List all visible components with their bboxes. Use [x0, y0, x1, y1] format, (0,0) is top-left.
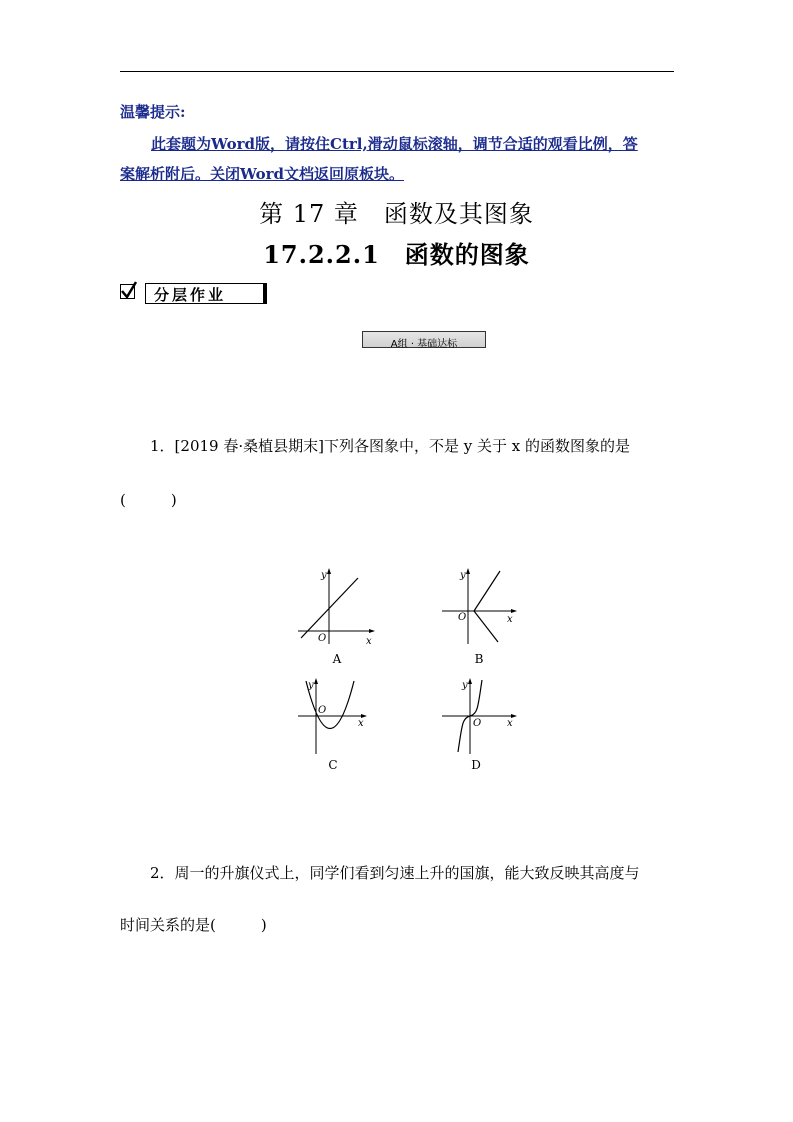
question-2-text-continued: 时间关系的是( )	[120, 916, 267, 934]
graph-c-label: C	[328, 758, 338, 772]
layer-heading-label: 分层作业	[154, 286, 227, 304]
graph-a	[296, 566, 376, 646]
chapter-title: 第 17 章 函数及其图象	[259, 200, 534, 228]
graph-b-x-label: x	[507, 614, 513, 625]
graph-a-origin: O	[318, 633, 327, 644]
layer-heading	[145, 283, 267, 304]
group-banner-label: A组 · 基础达标	[390, 339, 458, 350]
question-2-text: 2．周一的升旗仪式上，同学们看到匀速上升的国旗，能大致反映其高度与	[150, 864, 640, 882]
graph-b-label: B	[474, 652, 484, 666]
graph-c-y-label: y	[308, 680, 314, 691]
graph-d	[440, 676, 520, 756]
graph-d-y-label: y	[462, 680, 468, 691]
question-1-answer-blank: ( )	[120, 491, 177, 509]
graph-d-x-label: x	[507, 718, 513, 729]
group-banner	[362, 331, 486, 348]
graph-d-label: D	[471, 758, 481, 772]
tip-line-2[interactable]: 案解析附后。关闭Word文档返回原板块。	[120, 165, 405, 183]
graph-c	[296, 676, 376, 756]
graph-a-label: A	[332, 652, 342, 666]
header-rule	[120, 71, 674, 72]
question-1-text: 1．[2019 春·桑植县期末]下列各图象中，不是 y 关于 x 的函数图象的是	[150, 437, 630, 455]
graph-b	[440, 566, 520, 646]
section-title: 17.2.2.1 函数的图象	[263, 240, 530, 269]
graph-a-y-label: y	[321, 570, 327, 581]
graph-c-origin: O	[318, 705, 327, 716]
tip-title: 温馨提示:	[120, 103, 186, 121]
graph-c-x-label: x	[358, 718, 364, 729]
graph-b-origin: O	[458, 612, 467, 623]
graph-d-origin: O	[473, 718, 482, 729]
checkmark-icon	[120, 284, 135, 299]
tip-line-1[interactable]: 此套题为Word版，请按住Ctrl,滑动鼠标滚轴，调节合适的观看比例，答	[151, 135, 638, 153]
graph-a-x-label: x	[366, 636, 372, 646]
graph-b-y-label: y	[460, 570, 466, 581]
